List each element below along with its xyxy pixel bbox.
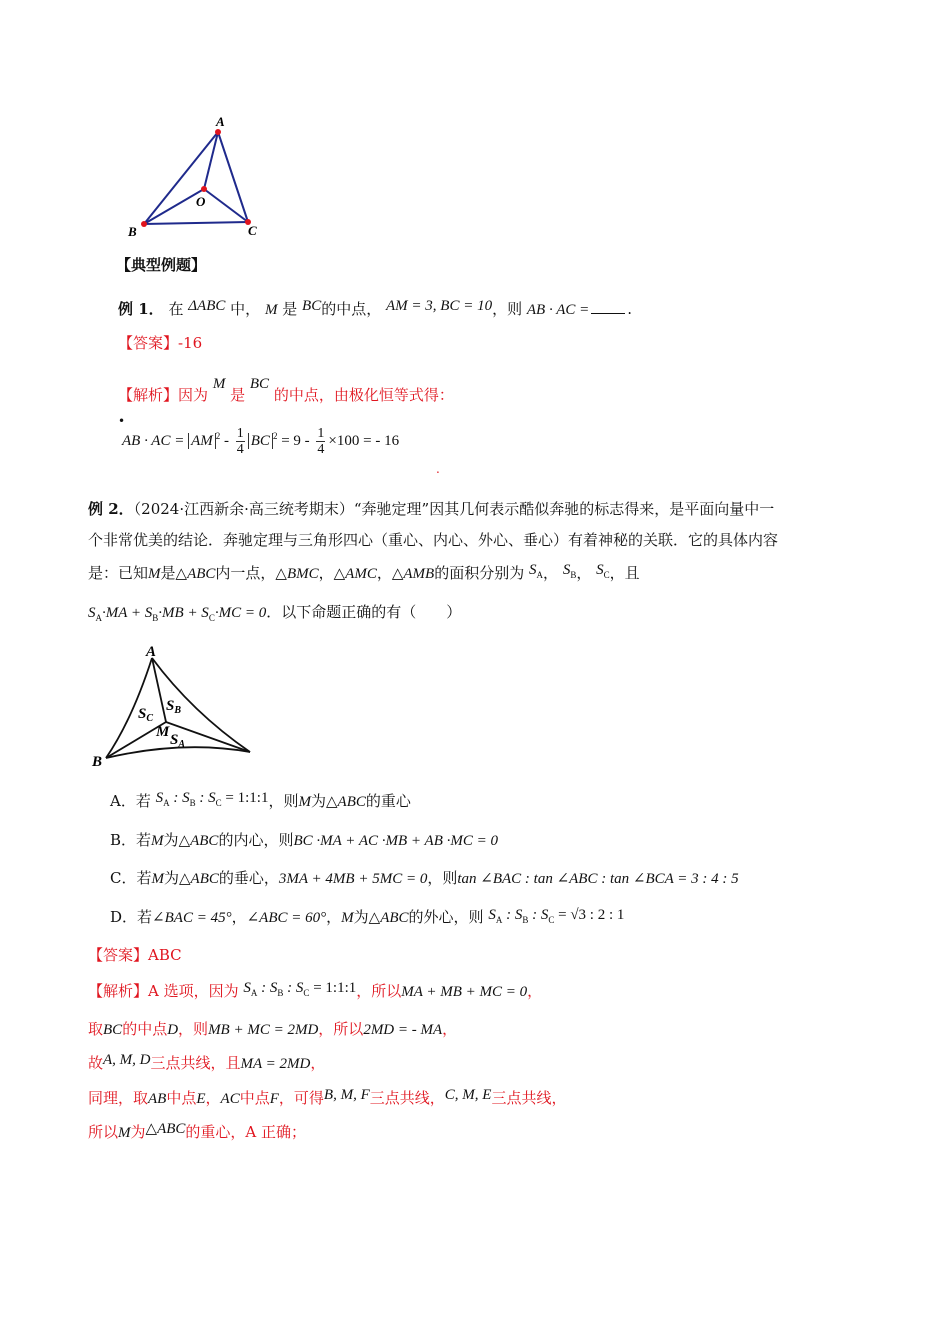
- fig2-label-sa: $S_A$: [170, 732, 186, 750]
- ex2-label: 例 2．: [88, 500, 134, 518]
- fig2-label-a: A: [146, 644, 157, 660]
- red-dot: .: [436, 462, 440, 476]
- ex2-answer-value: ABC: [148, 946, 182, 964]
- ex1-triangle: ΔABC: [188, 298, 226, 314]
- example-1-question: [118, 298, 632, 319]
- option-d-ratio: $S_A$ : $S_B$ : $S_C = √3$ : 2 : 1: [488, 907, 625, 925]
- formula-tail: ×100 = - 16: [328, 432, 400, 449]
- formula-bc: BC: [248, 433, 273, 449]
- analysis-text-3: 的中点，由极化恒等式得：: [273, 386, 454, 404]
- ex2-text-b: 是: [160, 564, 176, 582]
- ex1-text-5: ，则: [492, 300, 523, 318]
- formula-square-1: 2: [215, 430, 221, 441]
- triangle-bmc: △BMC: [275, 566, 319, 582]
- sep-3: ，: [543, 564, 559, 582]
- example-2-analysis-line-4: 同理，取AB中点E，AC中点F，可得B, M, F三点共线，C, M, E三点共线，: [88, 1087, 567, 1107]
- ex1-condition: AM = 3, BC = 10: [386, 298, 493, 314]
- ex2-question: ．以下命题正确的有（ ）: [266, 603, 462, 621]
- figure-benz-triangle: [88, 640, 263, 772]
- ex1-label: 例 1．: [118, 300, 164, 318]
- benz-equation: $S_A\cdot MA + S_B\cdot MB + S_C\cdot MC = 0$: [88, 605, 267, 623]
- option-c-tan-ratio: tan ∠BAC : tan ∠ABC : tan ∠BCA = 3 : 4 : 5: [457, 871, 739, 887]
- ex1-text-4: 的中点，: [321, 300, 382, 318]
- option-a-ratio: $S_A$ : $S_B$ : $S_C$ = 1:1:1: [155, 790, 269, 808]
- ex2-text-c: 内一点，: [215, 564, 276, 582]
- label-c: C: [248, 223, 257, 238]
- answer-value: -16: [178, 334, 203, 352]
- example-2-line-3: [88, 562, 640, 584]
- example-2-line-1: [88, 498, 774, 519]
- ex2-text-a: 是：已知: [88, 564, 149, 582]
- fraction-quarter-2: $\frac{1}{4}$: [317, 426, 325, 457]
- fraction-quarter-1: $\frac{1}{4}$: [236, 426, 244, 457]
- ex1-end: .: [627, 300, 633, 318]
- ex1-text-2: 中，: [230, 300, 261, 318]
- ex1-m: M: [264, 302, 278, 318]
- area-sb: $S_B$: [562, 562, 577, 580]
- bullet-dot: •: [118, 414, 126, 428]
- example-2-analysis-line-1: 【解析】A 选项，因为 $S_A$ : $S_B$ : $S_C$ = 1:1:1，所以MA + MB + MC = 0，: [88, 980, 543, 1000]
- fig2-label-m: M: [156, 724, 170, 740]
- example-2-line-4: [88, 601, 461, 623]
- triangle-amc: △AMC: [333, 566, 377, 582]
- analysis-bc: BC: [249, 376, 270, 392]
- triangle-amb: △AMB: [391, 566, 435, 582]
- ex2-m: M: [148, 566, 161, 582]
- option-b-equation: BC ·MA + AC ·MB + AB ·MC = 0: [293, 833, 498, 849]
- example-2-analysis-line-2: 取BC的中点D，则MB + MC = 2MD，所以2MD = - MA，: [88, 1020, 458, 1038]
- point-o: [201, 186, 207, 192]
- area-sa: $S_A$: [529, 562, 544, 580]
- sep-4: ，: [576, 564, 592, 582]
- option-d[interactable]: D．若∠BAC = 45°，∠ABC = 60°，M为△ABC的外心，则 $S_A$ : $S_B$ : $S_C = √3$ : 2 : 1: [110, 907, 625, 926]
- ex2-triangle: △ABC: [175, 566, 216, 582]
- point-b: [141, 221, 147, 227]
- formula-mid: = 9 -: [277, 432, 314, 449]
- point-a: [215, 129, 221, 135]
- answer-blank: [591, 313, 625, 314]
- ex1-text-1: 在: [168, 300, 184, 318]
- option-c-equation: 3MA + 4MB + 5MC = 0: [278, 871, 428, 887]
- example-2-analysis-line-5: 所以M为△ABC的重心，A 正确；: [88, 1121, 307, 1141]
- option-a[interactable]: A．若 $S_A$ : $S_B$ : $S_C$ = 1:1:1，则M为△ABC的重心: [110, 790, 411, 810]
- ex1-text-3: 是: [282, 300, 298, 318]
- fig2-label-sb: $S_B$: [166, 698, 182, 716]
- example-2-analysis-line-3: 故A, M, D三点共线，且MA = 2MD，: [88, 1052, 326, 1072]
- ex1-bc: BC: [302, 298, 322, 314]
- analysis-tag: 【解析】: [118, 386, 179, 404]
- polarization-formula: [122, 426, 399, 457]
- section-title: 【典型例题】: [116, 256, 207, 274]
- sep-2: ，: [376, 564, 392, 582]
- ex2-line1-text: （2024·江西新余·高三统考期末）“奔驰定理”因其几何表示酷似奔驰的标志得来，是平面向量中一: [133, 500, 775, 518]
- angle-abc: ∠ABC = 60°: [246, 910, 327, 926]
- answer-tag: 【答案】: [118, 334, 179, 352]
- fig2-label-b: B: [92, 754, 103, 770]
- analysis-text-2: 是: [230, 386, 246, 404]
- sep-1: ，: [318, 564, 334, 582]
- option-c[interactable]: C．若M为△ABC的垂心，3MA + 4MB + 5MC = 0，则tan ∠BAC : tan ∠ABC : tan ∠BCA = 3 : 4 : 5: [110, 869, 739, 887]
- formula-minus: -: [220, 432, 233, 449]
- figure-triangle-abc-o: [120, 110, 270, 245]
- analysis-m: M: [212, 376, 226, 392]
- formula-am: AM: [188, 433, 216, 449]
- example-2-answer: 【答案】ABC: [88, 946, 182, 964]
- ex2-text-d: 的面积分别为: [434, 564, 525, 582]
- ex2-text-e: ，且: [609, 564, 640, 582]
- label-b: B: [128, 224, 137, 239]
- analysis-text-1: 因为: [178, 386, 209, 404]
- angle-bac: ∠BAC = 45°: [152, 910, 232, 926]
- fig2-label-sc: $S_C$: [138, 706, 154, 724]
- label-a: A: [216, 114, 225, 129]
- option-b[interactable]: B．若M为△ABC的内心，则BC ·MA + AC ·MB + AB ·MC = 0: [110, 831, 498, 849]
- example-1-analysis: [118, 376, 454, 405]
- area-sc: $S_C$: [596, 562, 610, 580]
- formula-square-2: 2: [272, 430, 278, 441]
- example-1-answer: [118, 332, 202, 353]
- ex1-expression: AB · AC =: [526, 302, 590, 318]
- example-2-line-2: 个非常优美的结论．奔驰定理与三角形四心（重心、内心、外心、垂心）有着神秘的关联．它的具体内容: [88, 531, 779, 549]
- formula-lhs: AB · AC =: [122, 432, 185, 449]
- label-o: O: [196, 194, 206, 209]
